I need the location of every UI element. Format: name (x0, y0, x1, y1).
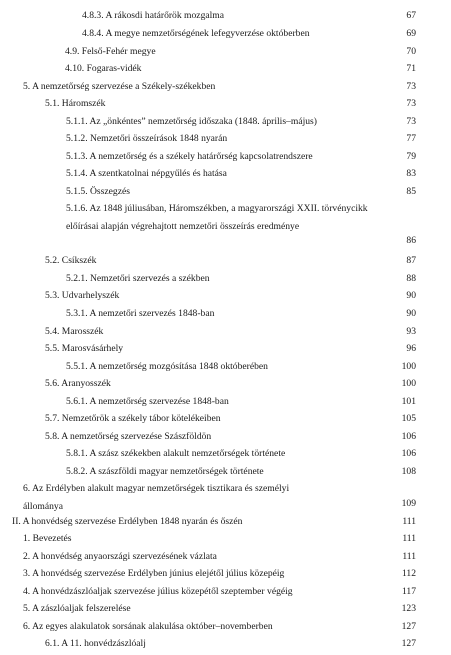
toc-entry-page: 106 (401, 448, 416, 459)
toc-entry-title: 5.2. Csíkszék (45, 255, 97, 266)
toc-entry-page: 87 (406, 255, 416, 266)
toc-entry-page: 77 (406, 133, 416, 144)
toc-entry-title: 5.8.1. A szász székekben alakult nemzetőrségek története (66, 448, 286, 459)
toc-entry-title: 6.1. A 11. honvédzászlóalj (45, 638, 146, 649)
toc-entry-title: 5.3. Udvarhelyszék (45, 290, 120, 301)
toc-entry-title: 4. A honvédzászlóaljak szervezése július közepétől szeptember végéig (23, 586, 293, 597)
toc-entry-title: 4.10. Fogaras-vidék (65, 63, 142, 74)
toc-entry-page: 67 (406, 10, 416, 21)
toc-entry-title: 5.3.1. A nemzetőri szervezés 1848-ban (66, 308, 215, 319)
toc-entry-page: 69 (406, 28, 416, 39)
toc-entry-page: 117 (401, 586, 416, 597)
toc-entry-title: 4.9. Felső-Fehér megye (65, 46, 156, 57)
toc-entry-page: 71 (406, 63, 416, 74)
toc-entry-page: 73 (406, 81, 416, 92)
toc-entry-page: 86 (406, 235, 416, 246)
toc-entry-title: 5. A zászlóaljak felszerelése (23, 603, 131, 614)
toc-entry-title: 5.6.1. A nemzetőrség szervezése 1848-ban (66, 396, 229, 407)
toc-entry-title: 6. Az egyes alakulatok sorsának alakulása október–novemberben (23, 621, 273, 632)
toc-entry-title: 5.1.3. A nemzetőrség és a székely határőrség kapcsolatrendszere (66, 151, 313, 162)
toc-entry-title: II. A honvédség szervezése Erdélyben 1848 nyarán és őszén (12, 516, 243, 527)
toc-entry-title: 5.1.4. A szentkatolnai népgyűlés és hatása (66, 168, 227, 179)
toc-entry-title: 5.5.1. A nemzetőrség mozgósítása 1848 októberében (66, 361, 268, 372)
toc-entry-page: 106 (401, 431, 416, 442)
toc-entry-page: 111 (402, 533, 416, 544)
toc-entry (0, 203, 451, 251)
toc-entry-page: 88 (406, 273, 416, 284)
toc-entry-page: 112 (401, 568, 416, 579)
toc-entry-page: 100 (401, 361, 416, 372)
toc-entry-title: 5.1.5. Összegzés (66, 186, 130, 197)
toc-entry-title: 5.8.2. A szászföldi magyar nemzetőrségek története (66, 466, 264, 477)
toc-entry-page: 90 (406, 290, 416, 301)
toc-entry-title: 5.1.1. Az „önkéntes” nemzetőrség időszaka (1848. április–május) (66, 116, 317, 127)
toc-entry-title: 4.8.3. A rákosdi határőrök mozgalma (82, 10, 225, 21)
toc-entry-page: 90 (406, 308, 416, 319)
toc-entry-page: 127 (401, 638, 416, 649)
toc-entry-page: 83 (406, 168, 416, 179)
toc-entry-page: 96 (406, 343, 416, 354)
toc-entry-page: 73 (406, 116, 416, 127)
toc-entry-page: 123 (401, 603, 416, 614)
toc-entry-page: 85 (406, 186, 416, 197)
toc-entry (0, 483, 451, 519)
toc-entry-title: 6. Az Erdélyben alakult magyar nemzetőrségek tisztikara és személyi állománya (23, 483, 290, 512)
toc-entry-page: 73 (406, 98, 416, 109)
toc-entry-title: 5.1. Háromszék (45, 98, 106, 109)
toc-entry-page: 109 (401, 498, 416, 509)
toc-entry-page: 108 (401, 466, 416, 477)
toc-entry-title: 5.1.2. Nemzetőri összeírások 1848 nyarán (66, 133, 228, 144)
toc-entry-page: 101 (401, 396, 416, 407)
toc-entry-page: 111 (402, 551, 416, 562)
toc-entry-title: 3. A honvédség szervezése Erdélyben június elejétől július közepéig (23, 568, 285, 579)
toc-entry-title: 5.5. Marosvásárhely (45, 343, 124, 354)
toc-entry-page: 111 (402, 516, 416, 527)
toc-entry-title: 5.8. A nemzetőrség szervezése Szászföldön (45, 431, 212, 442)
toc-entry-page: 127 (401, 621, 416, 632)
toc-entry-page: 70 (406, 46, 416, 57)
toc-entry-title: 2. A honvédség anyaországi szervezésének vázlata (23, 551, 217, 562)
toc-entry-page: 105 (401, 413, 416, 424)
toc-entry-title: 5.4. Marosszék (45, 326, 104, 337)
toc-entry-page: 79 (406, 151, 416, 162)
toc-entry-title: 5.2.1. Nemzetőri szervezés a székben (66, 273, 210, 284)
toc-entry-title: 4.8.4. A megye nemzetőrségének lefegyverzése októberben (82, 28, 310, 39)
toc-entry-title: 5.7. Nemzetőrök a székely tábor kötelékeiben (45, 413, 221, 424)
toc-entry-title: 5.6. Aranyosszék (45, 378, 111, 389)
toc-entry-page: 100 (401, 378, 416, 389)
toc-entry-title: 1. Bevezetés (23, 533, 72, 544)
toc-entry-page: 93 (406, 326, 416, 337)
toc-entry-title: 5. A nemzetőrség szervezése a Székely-székekben (23, 81, 216, 92)
toc-entry-title: 5.1.6. Az 1848 júliusában, Háromszékben, a magyarországi XXII. törvénycikk előírásai alapján végrehajtott nemzetőri összeírás eredménye (66, 203, 368, 232)
